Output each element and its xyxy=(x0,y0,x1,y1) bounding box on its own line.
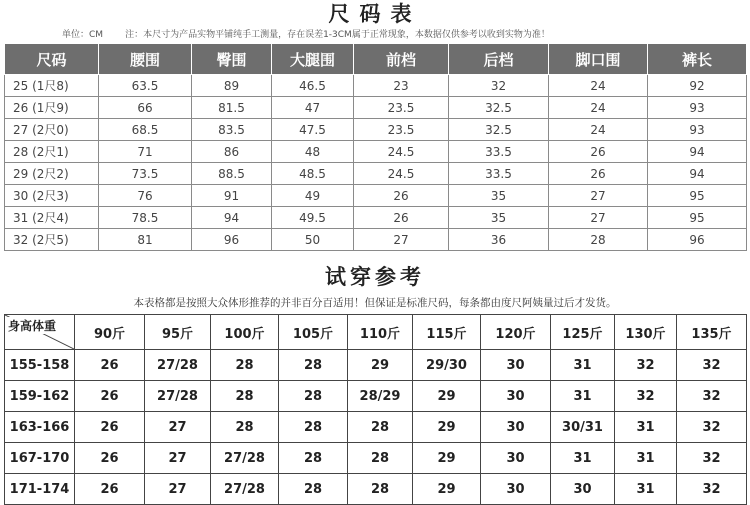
size-row xyxy=(5,229,747,251)
header-cell: 臀围 xyxy=(192,44,272,75)
size-label-cell: 25 (1尺8) xyxy=(5,75,99,97)
measurement-cell: 94 xyxy=(648,141,747,163)
size-row xyxy=(5,207,747,229)
measurement-cell: 28 xyxy=(549,229,648,251)
size-row xyxy=(5,119,747,141)
measurement-cell: 66 xyxy=(99,97,192,119)
recommended-size-cell: 28 xyxy=(348,443,413,474)
measurement-cell: 83.5 xyxy=(192,119,272,141)
weight-header-cell: 135斤 xyxy=(677,315,747,350)
recommended-size-cell: 30 xyxy=(551,474,615,505)
weight-header-cell: 115斤 xyxy=(413,315,481,350)
recommended-size-cell: 32 xyxy=(677,381,747,412)
measurement-cell: 27 xyxy=(549,207,648,229)
measurement-cell: 24.5 xyxy=(354,163,449,185)
measurement-cell: 91 xyxy=(192,185,272,207)
recommended-size-cell: 31 xyxy=(551,350,615,381)
weight-header-cell: 130斤 xyxy=(615,315,677,350)
recommended-size-cell: 30/31 xyxy=(551,412,615,443)
measurement-cell: 48.5 xyxy=(272,163,354,185)
recommended-size-cell: 32 xyxy=(615,350,677,381)
recommended-size-cell: 31 xyxy=(551,381,615,412)
size-chart-note xyxy=(0,28,750,42)
size-label-cell: 29 (2尺2) xyxy=(5,163,99,185)
recommended-size-cell: 28/29 xyxy=(348,381,413,412)
recommended-size-cell: 26 xyxy=(75,412,145,443)
header-cell: 尺码 xyxy=(5,44,99,75)
measurement-cell: 88.5 xyxy=(192,163,272,185)
measurement-cell: 96 xyxy=(192,229,272,251)
recommended-size-cell: 27 xyxy=(145,443,211,474)
size-label-cell: 31 (2尺4) xyxy=(5,207,99,229)
measurement-cell: 24 xyxy=(549,97,648,119)
header-cell: 腰围 xyxy=(99,44,192,75)
measurement-cell: 89 xyxy=(192,75,272,97)
unit-label: 单位：CM xyxy=(62,30,104,40)
size-label-cell: 26 (1尺9) xyxy=(5,97,99,119)
recommended-size-cell: 32 xyxy=(677,443,747,474)
recommended-size-cell: 29/30 xyxy=(413,350,481,381)
height-range-cell: 159-162 xyxy=(5,381,75,412)
height-range-cell: 155-158 xyxy=(5,350,75,381)
try-on-title: 试穿参考 xyxy=(325,265,425,289)
weight-header-cell: 105斤 xyxy=(279,315,348,350)
recommended-size-cell: 31 xyxy=(615,412,677,443)
try-on-row xyxy=(5,412,747,443)
recommended-size-cell: 30 xyxy=(481,381,551,412)
size-row xyxy=(5,75,747,97)
recommended-size-cell: 31 xyxy=(551,443,615,474)
size-label-cell: 30 (2尺3) xyxy=(5,185,99,207)
size-label-cell: 32 (2尺5) xyxy=(5,229,99,251)
header-cell: 前档 xyxy=(354,44,449,75)
recommended-size-cell: 28 xyxy=(348,474,413,505)
recommended-size-cell: 27/28 xyxy=(211,443,279,474)
measurement-cell: 48 xyxy=(272,141,354,163)
measurement-cell: 96 xyxy=(648,229,747,251)
measurement-cell: 23.5 xyxy=(354,97,449,119)
recommended-size-cell: 29 xyxy=(348,350,413,381)
size-row xyxy=(5,163,747,185)
recommended-size-cell: 26 xyxy=(75,443,145,474)
weight-header-cell: 120斤 xyxy=(481,315,551,350)
recommended-size-cell: 28 xyxy=(211,381,279,412)
try-on-row xyxy=(5,350,747,381)
measurement-cell: 24.5 xyxy=(354,141,449,163)
recommended-size-cell: 26 xyxy=(75,350,145,381)
measurement-cell: 94 xyxy=(648,163,747,185)
recommended-size-cell: 32 xyxy=(615,381,677,412)
measurement-cell: 47.5 xyxy=(272,119,354,141)
size-chart-body xyxy=(5,75,747,251)
measurement-cell: 95 xyxy=(648,185,747,207)
measurement-cell: 26 xyxy=(354,207,449,229)
measurement-cell: 81.5 xyxy=(192,97,272,119)
header-cell: 大腿围 xyxy=(272,44,354,75)
measurement-cell: 32 xyxy=(449,75,549,97)
recommended-size-cell: 27 xyxy=(145,474,211,505)
recommended-size-cell: 29 xyxy=(413,443,481,474)
weight-header-cell: 110斤 xyxy=(348,315,413,350)
measurement-cell: 81 xyxy=(99,229,192,251)
measurement-cell: 35 xyxy=(449,185,549,207)
measurement-cell: 93 xyxy=(648,97,747,119)
measurement-cell: 95 xyxy=(648,207,747,229)
recommended-size-cell: 30 xyxy=(481,474,551,505)
measurement-cell: 27 xyxy=(549,185,648,207)
measurement-cell: 63.5 xyxy=(99,75,192,97)
recommended-size-cell: 28 xyxy=(348,412,413,443)
measurement-cell: 71 xyxy=(99,141,192,163)
measurement-cell: 86 xyxy=(192,141,272,163)
measurement-cell: 24 xyxy=(549,75,648,97)
recommended-size-cell: 29 xyxy=(413,381,481,412)
try-on-row xyxy=(5,381,747,412)
measurement-cell: 94 xyxy=(192,207,272,229)
measurement-cell: 35 xyxy=(449,207,549,229)
size-row xyxy=(5,185,747,207)
recommended-size-cell: 28 xyxy=(279,350,348,381)
corner-label: 身高体重 xyxy=(8,319,57,333)
weight-header-cell: 95斤 xyxy=(145,315,211,350)
measurement-cell: 68.5 xyxy=(99,119,192,141)
size-label-cell: 28 (2尺1) xyxy=(5,141,99,163)
measurement-cell: 36 xyxy=(449,229,549,251)
height-range-cell: 167-170 xyxy=(5,443,75,474)
measurement-note: 注：本尺寸为产品实物平铺纯手工测量，存在误差1-3CM属于正常现象，本数据仅供参考以收到实物为准！ xyxy=(125,30,550,40)
try-on-header-row xyxy=(5,315,747,350)
recommended-size-cell: 27/28 xyxy=(145,350,211,381)
weight-header-cell: 90斤 xyxy=(75,315,145,350)
recommended-size-cell: 30 xyxy=(481,350,551,381)
measurement-cell: 73.5 xyxy=(99,163,192,185)
try-on-body xyxy=(5,315,747,505)
size-chart-header-row xyxy=(5,44,747,75)
recommended-size-cell: 29 xyxy=(413,474,481,505)
measurement-cell: 32.5 xyxy=(449,97,549,119)
recommended-size-cell: 32 xyxy=(677,350,747,381)
measurement-cell: 24 xyxy=(549,119,648,141)
weight-header-cell: 125斤 xyxy=(551,315,615,350)
measurement-cell: 78.5 xyxy=(99,207,192,229)
recommended-size-cell: 28 xyxy=(279,381,348,412)
recommended-size-cell: 26 xyxy=(75,381,145,412)
header-cell: 脚口围 xyxy=(549,44,648,75)
measurement-cell: 76 xyxy=(99,185,192,207)
measurement-cell: 26 xyxy=(549,141,648,163)
recommended-size-cell: 27/28 xyxy=(145,381,211,412)
recommended-size-cell: 28 xyxy=(279,412,348,443)
recommended-size-cell: 28 xyxy=(211,350,279,381)
measurement-cell: 50 xyxy=(272,229,354,251)
header-cell: 裤长 xyxy=(648,44,747,75)
measurement-cell: 26 xyxy=(354,185,449,207)
size-chart-table xyxy=(4,43,747,251)
measurement-cell: 49.5 xyxy=(272,207,354,229)
measurement-cell: 49 xyxy=(272,185,354,207)
measurement-cell: 27 xyxy=(354,229,449,251)
try-on-row xyxy=(5,443,747,474)
size-row xyxy=(5,97,747,119)
try-on-note: 本表格都是按照大众体形推荐的并非百分百适用！但保证是标准尺码，每条都由度尺阿姨量过后才发货。 xyxy=(133,297,617,309)
try-on-table xyxy=(4,314,747,505)
measurement-cell: 26 xyxy=(549,163,648,185)
recommended-size-cell: 30 xyxy=(481,443,551,474)
measurement-cell: 33.5 xyxy=(449,163,549,185)
header-cell: 后档 xyxy=(449,44,549,75)
recommended-size-cell: 30 xyxy=(481,412,551,443)
size-chart-title: 尺码表 xyxy=(328,2,422,26)
measurement-cell: 23 xyxy=(354,75,449,97)
size-label-cell: 27 (2尺0) xyxy=(5,119,99,141)
measurement-cell: 23.5 xyxy=(354,119,449,141)
recommended-size-cell: 32 xyxy=(677,474,747,505)
measurement-cell: 46.5 xyxy=(272,75,354,97)
measurement-cell: 92 xyxy=(648,75,747,97)
recommended-size-cell: 27 xyxy=(145,412,211,443)
recommended-size-cell: 28 xyxy=(279,443,348,474)
measurement-cell: 33.5 xyxy=(449,141,549,163)
recommended-size-cell: 31 xyxy=(615,474,677,505)
recommended-size-cell: 28 xyxy=(211,412,279,443)
recommended-size-cell: 29 xyxy=(413,412,481,443)
measurement-cell: 93 xyxy=(648,119,747,141)
recommended-size-cell: 26 xyxy=(75,474,145,505)
corner-cell xyxy=(5,315,75,350)
measurement-cell: 47 xyxy=(272,97,354,119)
height-range-cell: 171-174 xyxy=(5,474,75,505)
measurement-cell: 32.5 xyxy=(449,119,549,141)
recommended-size-cell: 27/28 xyxy=(211,474,279,505)
recommended-size-cell: 31 xyxy=(615,443,677,474)
height-range-cell: 163-166 xyxy=(5,412,75,443)
recommended-size-cell: 28 xyxy=(279,474,348,505)
weight-header-cell: 100斤 xyxy=(211,315,279,350)
size-row xyxy=(5,141,747,163)
recommended-size-cell: 32 xyxy=(677,412,747,443)
